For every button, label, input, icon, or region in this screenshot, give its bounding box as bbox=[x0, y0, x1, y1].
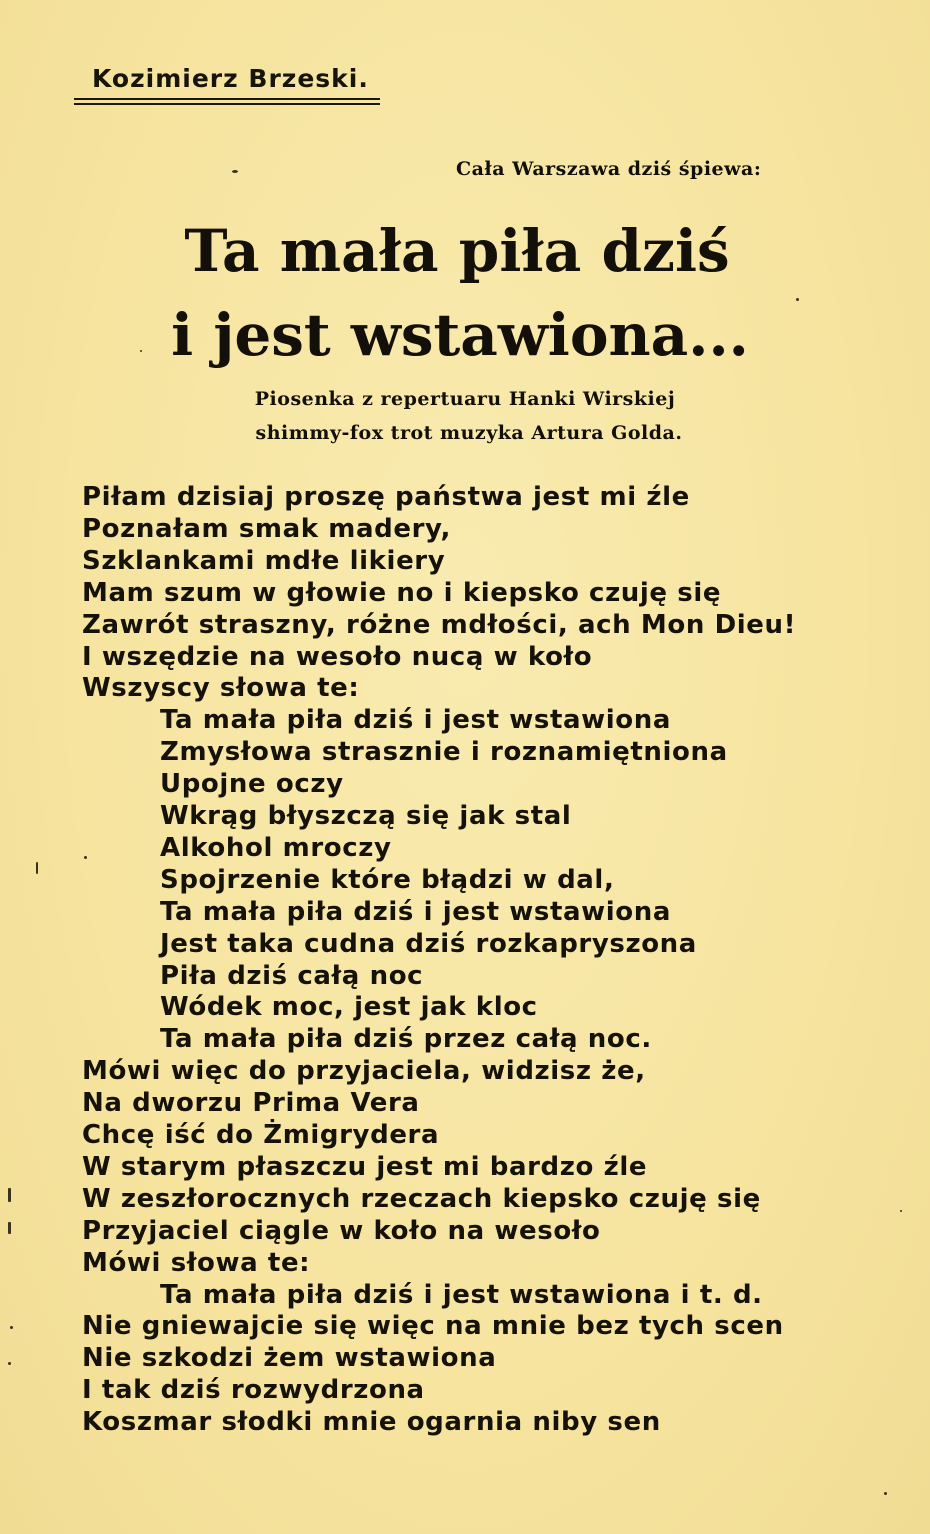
lyric-line-refrain: Jest taka cudna dziś rozkapryszona bbox=[160, 928, 697, 959]
print-speck bbox=[8, 1188, 11, 1202]
tagline: Cała Warszawa dziś śpiewa: bbox=[456, 158, 762, 180]
lyric-line: Chcę iść do Żmigrydera bbox=[82, 1120, 440, 1150]
lyric-line-refrain: Ta mała piła dziś i jest wstawiona bbox=[160, 705, 671, 736]
lyric-line-refrain: Alkohol mroczy bbox=[160, 832, 392, 863]
lyric-line-refrain: Ta mała piła dziś i jest wstawiona bbox=[160, 896, 671, 927]
lyric-line-refrain: Zmysłowa strasznie i roznamiętniona bbox=[160, 737, 728, 768]
lyric-line-refrain: Wkrąg błyszczą się jak stal bbox=[160, 801, 572, 831]
print-speck bbox=[36, 862, 38, 874]
print-speck bbox=[8, 1362, 11, 1365]
lyric-line: Na dworzu Prima Vera bbox=[82, 1088, 420, 1119]
song-title-line-2: i jest wstawiona... bbox=[171, 301, 749, 369]
print-speck bbox=[900, 1210, 902, 1212]
print-speck bbox=[8, 1222, 11, 1234]
print-speck bbox=[10, 1326, 13, 1329]
lyric-line-refrain: Piła dziś całą noc bbox=[160, 960, 424, 991]
lyric-line-refrain: Ta mała piła dziś i jest wstawiona i t. d. bbox=[160, 1279, 763, 1310]
lyric-line: Mam szum w głowie no i kiepsko czuję się bbox=[82, 577, 722, 608]
author-name: Kozimierz Brzeski. bbox=[92, 64, 369, 93]
print-speck bbox=[84, 856, 87, 859]
song-subtitle-line-1: Piosenka z repertuaru Hanki Wirskiej bbox=[254, 388, 676, 410]
lyric-line-refrain: Spojrzenie które błądzi w dal, bbox=[160, 864, 615, 895]
lyric-line-refrain: Upojne oczy bbox=[160, 769, 344, 800]
lyric-line-refrain: Ta mała piła dziś przez całą noc. bbox=[160, 1024, 652, 1055]
lyric-line: Zawrót straszny, różne mdłości, ach Mon Dieu! bbox=[82, 609, 797, 640]
lyric-line: I tak dziś rozwydrzona bbox=[82, 1375, 425, 1406]
print-speck bbox=[796, 298, 799, 301]
song-subtitle-line-2: shimmy-fox trot muzyka Artura Golda. bbox=[255, 422, 683, 444]
lyric-line: I wszędzie na wesoło nucą w koło bbox=[82, 641, 593, 672]
lyric-line: Przyjaciel ciągle w koło na wesoło bbox=[82, 1215, 601, 1246]
lyric-line: Piłam dzisiaj proszę państwa jest mi źle bbox=[82, 482, 690, 512]
lyric-line: W starym płaszczu jest mi bardzo źle bbox=[82, 1151, 648, 1182]
lyric-line-refrain: Wódek moc, jest jak kloc bbox=[160, 992, 538, 1023]
print-speck bbox=[140, 350, 142, 352]
print-speck bbox=[884, 1492, 887, 1495]
lyric-line: Poznałam smak madery, bbox=[82, 513, 452, 544]
lyric-line: Mówi słowa te: bbox=[82, 1247, 311, 1278]
lyric-line: Nie gniewajcie się więc na mnie bez tych scen bbox=[82, 1311, 784, 1342]
lyric-line: Nie szkodzi żem wstawiona bbox=[82, 1343, 497, 1374]
lyric-line: W zeszłorocznych rzeczach kiepsko czuję się bbox=[82, 1183, 761, 1214]
lyric-line: Szklankami mdłe likiery bbox=[82, 545, 446, 576]
lyric-line: Mówi więc do przyjaciela, widzisz że, bbox=[82, 1056, 646, 1087]
print-speck bbox=[232, 170, 238, 173]
song-title-line-1: Ta mała piła dziś bbox=[184, 217, 730, 285]
lyric-line: Koszmar słodki mnie ogarnia niby sen bbox=[82, 1407, 661, 1438]
lyric-line: Wszyscy słowa te: bbox=[82, 673, 360, 704]
